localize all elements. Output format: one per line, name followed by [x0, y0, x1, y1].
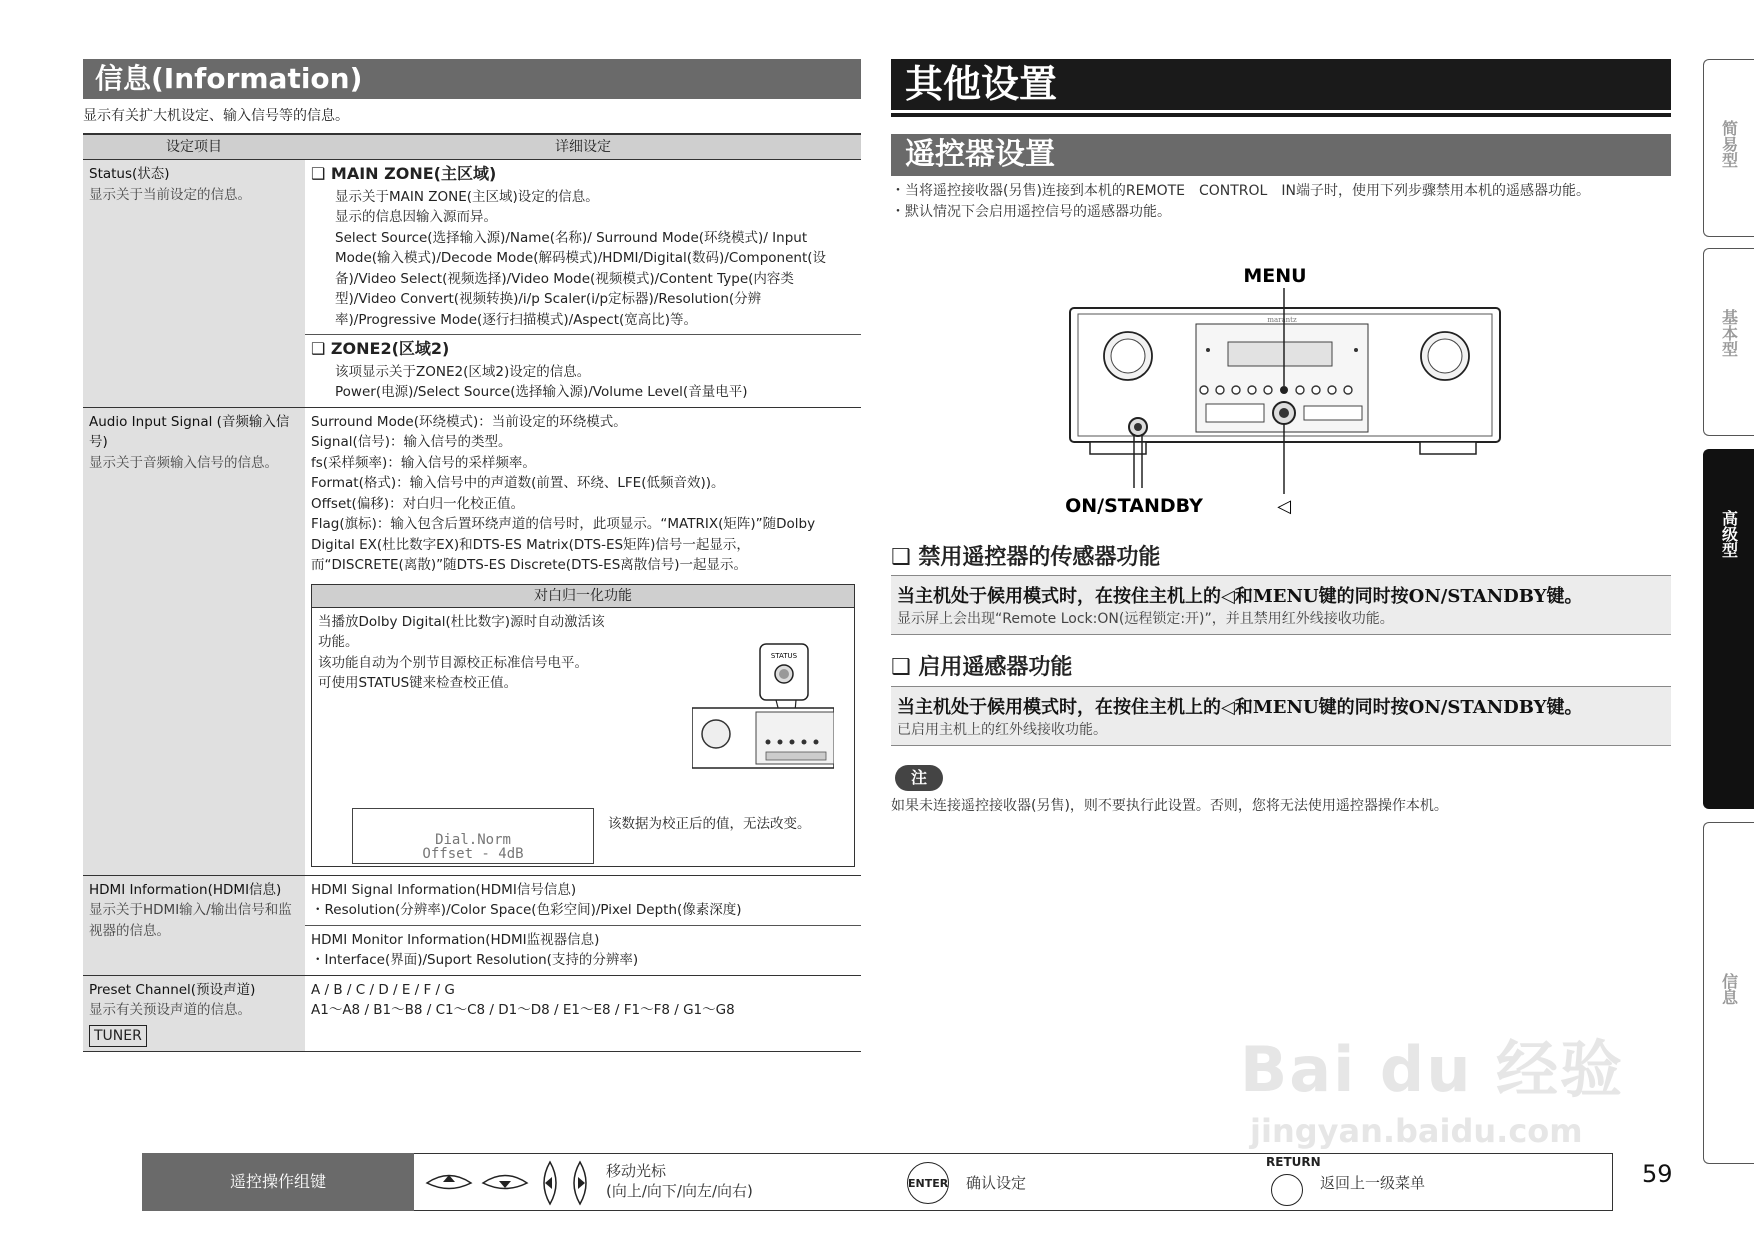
item-name: Status(状态) [89, 166, 170, 182]
instruction-note: 已启用主机上的红外线接收功能。 [897, 722, 1107, 738]
detail-text: ・Resolution(分辨率)/Color Space(色彩空间)/Pixel Depth(像素深度) [311, 902, 742, 918]
subhead-main-zone: MAIN ZONE(主区域) [330, 164, 497, 183]
menu-callout: MENU [1243, 265, 1307, 287]
standby-callout: ON/STANDBY [1065, 495, 1203, 517]
subhead-zone2: ZONE2(区域2) [330, 339, 450, 358]
detail-text: Flag(旗标)：输入包含后置环绕声道的信号时，此项显示。“MATRIX(矩阵)”随Dolby Digital EX(杜比数字EX)和DTS-ES Matrix(DTS-ES矩阵)信号一起显示，而“DISCRETE(离散)”随DTS-ES Discrete(DTS-ES离散信号)一起显示。 [311, 516, 816, 573]
detail-text: HDMI Signal Information(HDMI信号信息) [311, 881, 577, 898]
footer-enter: 确认设定 [966, 1174, 1027, 1192]
footer-move [606, 1161, 753, 1201]
item-name: Preset Channel(预设声道) [89, 981, 256, 998]
detail-text: Power(电源)/Select Source(选择输入源)/Volume Level(音量电平) [335, 384, 748, 400]
detail-text: 该功能自动为个别节目源校正标准信号电平。 [318, 654, 588, 671]
tab-basic[interactable]: 基本型 [1703, 248, 1754, 436]
item-desc: 显示关于HDMI输入/输出信号和监视器的信息。 [89, 902, 292, 939]
watermark-url: jingyan.baidu.com [1250, 1112, 1583, 1150]
detail-text: Surround Mode(环绕模式)：当前设定的环绕模式。 [311, 413, 627, 430]
bullet-text: ・默认情况下会启用遥控信号的遥感器功能。 [891, 203, 1171, 220]
tab-information[interactable]: 信息 [1703, 822, 1754, 1164]
table-row [83, 407, 861, 875]
cursor-keys-icon [424, 1158, 594, 1208]
table-row [83, 160, 861, 408]
item-desc: 显示关于当前设定的信息。 [89, 186, 251, 203]
detail-text: 该项显示关于ZONE2(区域2)设定的信息。 [335, 363, 591, 380]
enable-sensor-heading: ❑ 启用遥感器功能 [891, 655, 1073, 680]
enable-sensor-panel [891, 686, 1671, 746]
title-underline [891, 113, 1671, 117]
receiver-illustration [1060, 262, 1502, 522]
checkbox-icon: ❑ [311, 164, 331, 183]
detail-cell-hdmi [305, 875, 861, 975]
checkbox-icon: ❑ [311, 339, 331, 358]
detail-cell-preset [305, 975, 861, 1052]
norm-box-title: 对白归一化功能 [312, 585, 854, 608]
lcd-line: Dial.Norm [435, 831, 511, 848]
detail-cell-status [305, 160, 861, 408]
footer-move-sub: (向上/向下/向左/向右) [606, 1182, 753, 1200]
note-text: 如果未连接遥控接收器(另售)，则不要执行此设置。否则，您将无法使用遥控器操作本机。 [891, 798, 1448, 814]
detail-text: 显示关于MAIN ZONE(主区域)设定的信息。 [335, 188, 599, 205]
enter-key-icon: ENTER [907, 1162, 949, 1204]
item-desc: 显示有关预设声道的信息。 [89, 1002, 251, 1018]
detail-text: fs(采样频率)：输入信号的采样频率。 [311, 454, 536, 471]
dialog-normalization-box [311, 584, 855, 867]
item-cell-hdmi [83, 875, 305, 975]
page-number: 59 [1642, 1160, 1673, 1188]
tab-simple[interactable]: 简易型 [1703, 59, 1754, 237]
bullet-text: ・当将遥控接收器(另售)连接到本机的REMOTE CONTROL IN端子时，使用下列步骤禁用本机的遥感器功能。 [891, 183, 1590, 199]
table-row [83, 875, 861, 975]
return-key-label: RETURN [1266, 1155, 1321, 1169]
tuner-badge: TUNER [89, 1025, 147, 1048]
detail-text: Select Source(选择输入源)/Name(名称)/ Surround Mode(环绕模式)/ Input Mode(输入模式)/Decode Mode(解码模式)/HDMI/Digital(数码)/Component(设备)/Video Select(视频选择)/Video Mode(视频模式)/Content Type(内容类型)/Video Convert(视频转换)/i/p Scaler(i/p定标器)/Resolution(分辨率)/Progressive Mode(逐行扫描模式)/Aspect(宽高比)等。 [335, 229, 827, 328]
disable-sensor-panel [891, 575, 1671, 635]
footer-label: 遥控操作组键 [142, 1153, 414, 1211]
table-header-item: 设定项目 [83, 134, 305, 160]
brand-label: marantz [1267, 316, 1297, 324]
left-key-callout: ◁ [1277, 496, 1291, 517]
detail-text: A1～A8 / B1～B8 / C1～C8 / D1～D8 / E1～E8 / F1～F8 / G1～G8 [311, 1002, 735, 1018]
detail-text: Format(格式)：输入信号中的声道数(前置、环绕、LFE(低频音效))。 [311, 475, 725, 491]
detail-text: Signal(信号)：输入信号的类型。 [311, 434, 512, 450]
remote-settings-title: 遥控器设置 [891, 134, 1671, 176]
detail-text: 可使用STATUS键来检查校正值。 [318, 675, 518, 691]
lcd-line: Offset - 4dB [422, 845, 524, 862]
info-table [83, 133, 861, 1052]
item-name: Audio Input Signal (音频输入信号) [89, 413, 290, 450]
tab-advanced[interactable]: 高级型 [1703, 449, 1754, 809]
footer-move-label: 移动光标 [606, 1162, 667, 1180]
note-badge: 注 [895, 765, 943, 791]
footer-return: 返回上一级菜单 [1320, 1174, 1426, 1192]
return-key-icon [1271, 1174, 1303, 1206]
detail-text: 当播放Dolby Digital(杜比数字)源时自动激活该功能。 [318, 613, 605, 650]
table-row [83, 975, 861, 1052]
instruction-note: 显示屏上会出现“Remote Lock:ON(远程锁定:开)”，并且禁用红外线接收功能。 [897, 611, 1394, 627]
disable-sensor-heading: ❑ 禁用遥控器的传感器功能 [891, 545, 1161, 570]
item-cell-status [83, 160, 305, 408]
info-section-title: 信息(Information) [83, 59, 861, 99]
detail-text: ・Interface(界面)/Suport Resolution(支持的分辨率) [311, 952, 639, 968]
table-header-detail: 详细设定 [305, 134, 861, 160]
detail-cell-audio [305, 407, 861, 875]
norm-note: 该数据为校正后的值，无法改变。 [608, 815, 811, 832]
table-header-row [83, 134, 861, 160]
item-cell-preset [83, 975, 305, 1052]
watermark-logo: Bai du 经验 [1240, 1033, 1625, 1106]
detail-text: 显示的信息因输入源而异。 [335, 209, 497, 225]
instruction-text: 当主机处于候用模式时，在按住主机上的◁和MENU键的同时按ON/STANDBY键。 [897, 697, 1583, 718]
detail-text: A / B / C / D / E / F / G [311, 981, 455, 998]
status-key-label: STATUS [770, 651, 798, 660]
remote-bullets [891, 181, 1671, 222]
item-desc: 显示关于音频输入信号的信息。 [89, 454, 278, 471]
instruction-text: 当主机处于候用模式时，在按住主机上的◁和MENU键的同时按ON/STANDBY键。 [897, 586, 1583, 607]
item-cell-audio [83, 407, 305, 875]
lcd-display [352, 808, 594, 864]
info-intro: 显示有关扩大机设定、输入信号等的信息。 [83, 108, 349, 124]
status-key-illustration [692, 638, 834, 770]
detail-text: HDMI Monitor Information(HDMI监视器信息) [311, 931, 600, 948]
item-name: HDMI Information(HDMI信息) [89, 881, 282, 898]
detail-text: Offset(偏移)：对白归一化校正值。 [311, 495, 525, 512]
other-settings-title: 其他设置 [891, 59, 1671, 110]
